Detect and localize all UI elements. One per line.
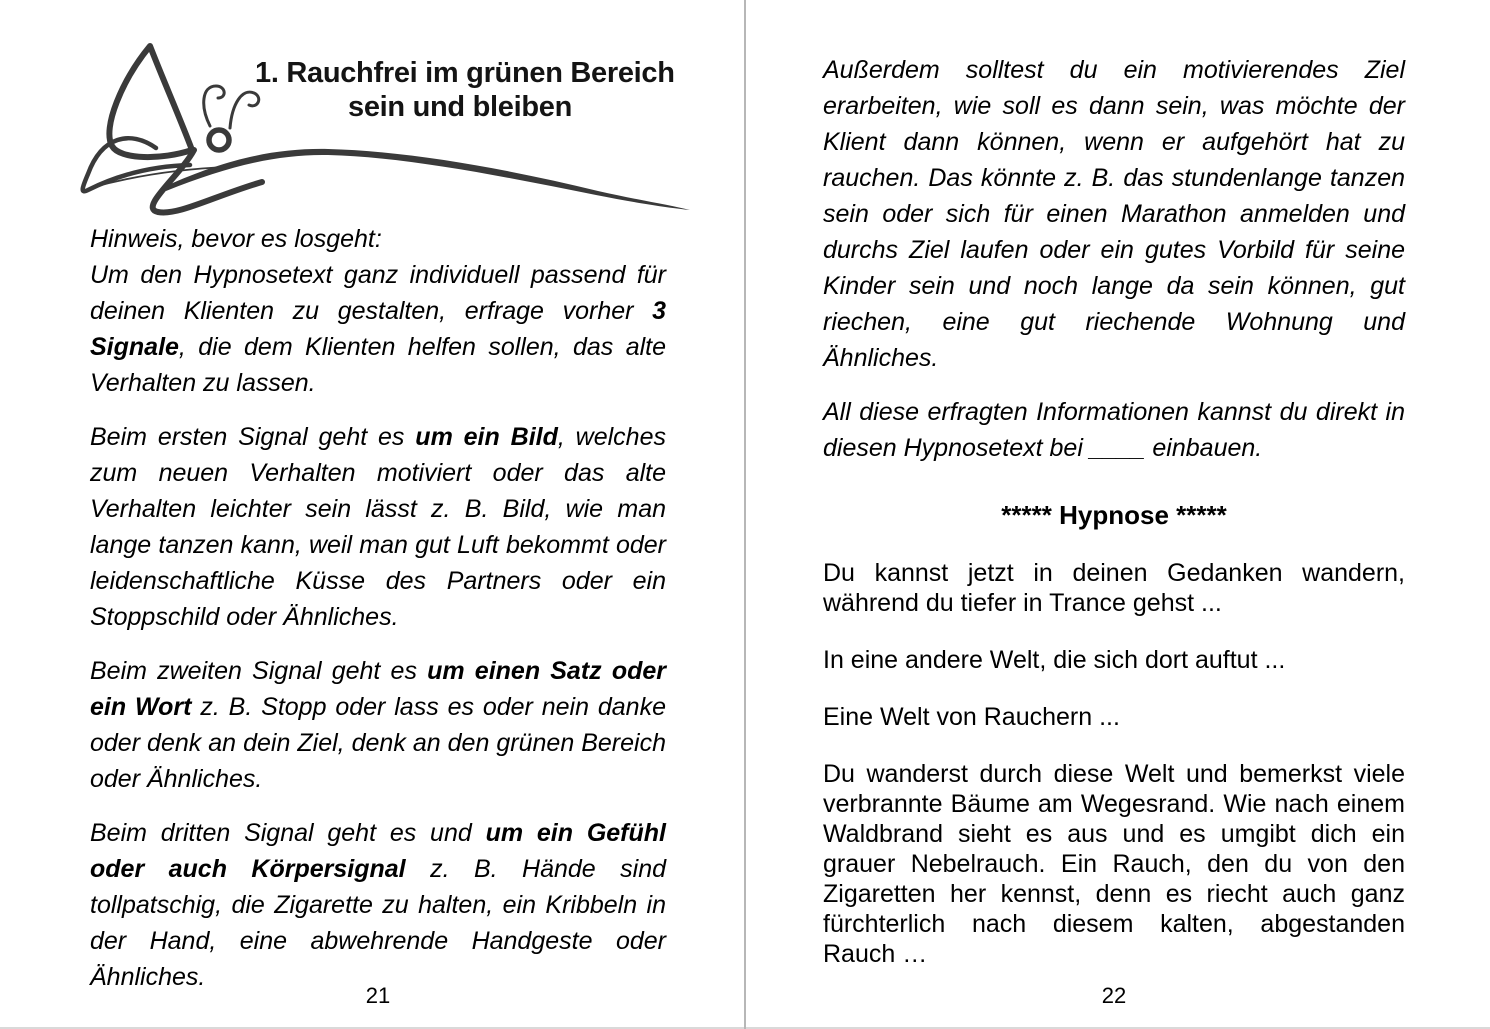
chapter-title [255, 56, 675, 124]
script-paragraph: In eine andere Welt, die sich dort auftut ... [823, 646, 1286, 674]
chapter-title-line1: 1. Rauchfrei im grünen Bereich [255, 57, 675, 89]
paragraph-drittes-signal: Beim dritten Signal geht es und um ein Gefühl oder auch Körpersignal z. B. Hände sind tollpatschig, die Zigarette zu halten, ein Kribbeln in der Hand, eine abwehrende Handgeste oder Ähnliches. [90, 819, 666, 991]
page-right [746, 0, 1490, 1029]
paragraph-einbauen: All diese erfragten Informationen kannst du direkt in diesen Hypnosetext bei ____ einbauen. [823, 398, 1405, 462]
paragraph-zweites-signal: Beim zweiten Signal geht es um einen Satz oder ein Wort z. B. Stopp oder lass es oder nein danke oder denk an dein Ziel, denk an den grünen Bereich oder Ähnliches. [90, 657, 666, 793]
left-page-content [90, 221, 666, 1013]
paragraph-erstes-signal: Beim ersten Signal geht es um ein Bild, welches zum neuen Verhalten motiviert oder das alte Verhalten leichter sein lässt z. B. Bild, wie man lange tanzen kann, weil man gut Luft bekommt oder leidenschaftliche Küsse des Partners oder ein Stoppschild oder Ähnliches. [90, 423, 666, 631]
script-paragraph: Du kannst jetzt in deinen Gedanken wandern, während du tiefer in Trance gehst ... [823, 559, 1405, 617]
page-left [0, 0, 744, 1029]
chapter-title-line2: sein und bleiben [348, 91, 572, 123]
script-paragraph: Eine Welt von Rauchern ... [823, 703, 1120, 731]
page-number-left: 21 [365, 983, 391, 1008]
hypnose-heading: ***** Hypnose ***** [1001, 500, 1227, 530]
right-page-content [823, 52, 1405, 996]
script-paragraph: Du wanderst durch diese Welt und bemerkst viele verbrannte Bäume am Wegesrand. Wie nach einem Waldbrand sieht es aus und es umgibt dich ein grauer Nebelrauch. Ein Rauch, den du von den Zigaretten her kennst, denn es riecht auch ganz fürchterlich nach diesem kalten, abgestanden Rauch … [823, 760, 1405, 968]
paragraph-ziel: Außerdem solltest du ein motivierendes Ziel erarbeiten, wie soll es dann sein, was möchte der Klient dann können, wenn er aufgehört hat zu rauchen. Das könnte z. B. das stundenlange tanzen sein oder sich für einen Marathon anmelden und durchs Ziel laufen oder ein gutes Vorbild für seine Kinder sein und noch lange da sein können, gut riechen, eine gut riechende Wohnung und Ähnliches. [823, 56, 1405, 372]
hint-line: Hinweis, bevor es losgeht: [90, 225, 382, 253]
paragraph-signale: Um den Hypnosetext ganz individuell passend für deinen Klienten zu gestalten, erfrage vorher 3 Signale, die dem Klienten helfen sollen, das alte Verhalten zu lassen. [90, 261, 666, 397]
page-number-right: 22 [1101, 983, 1127, 1008]
